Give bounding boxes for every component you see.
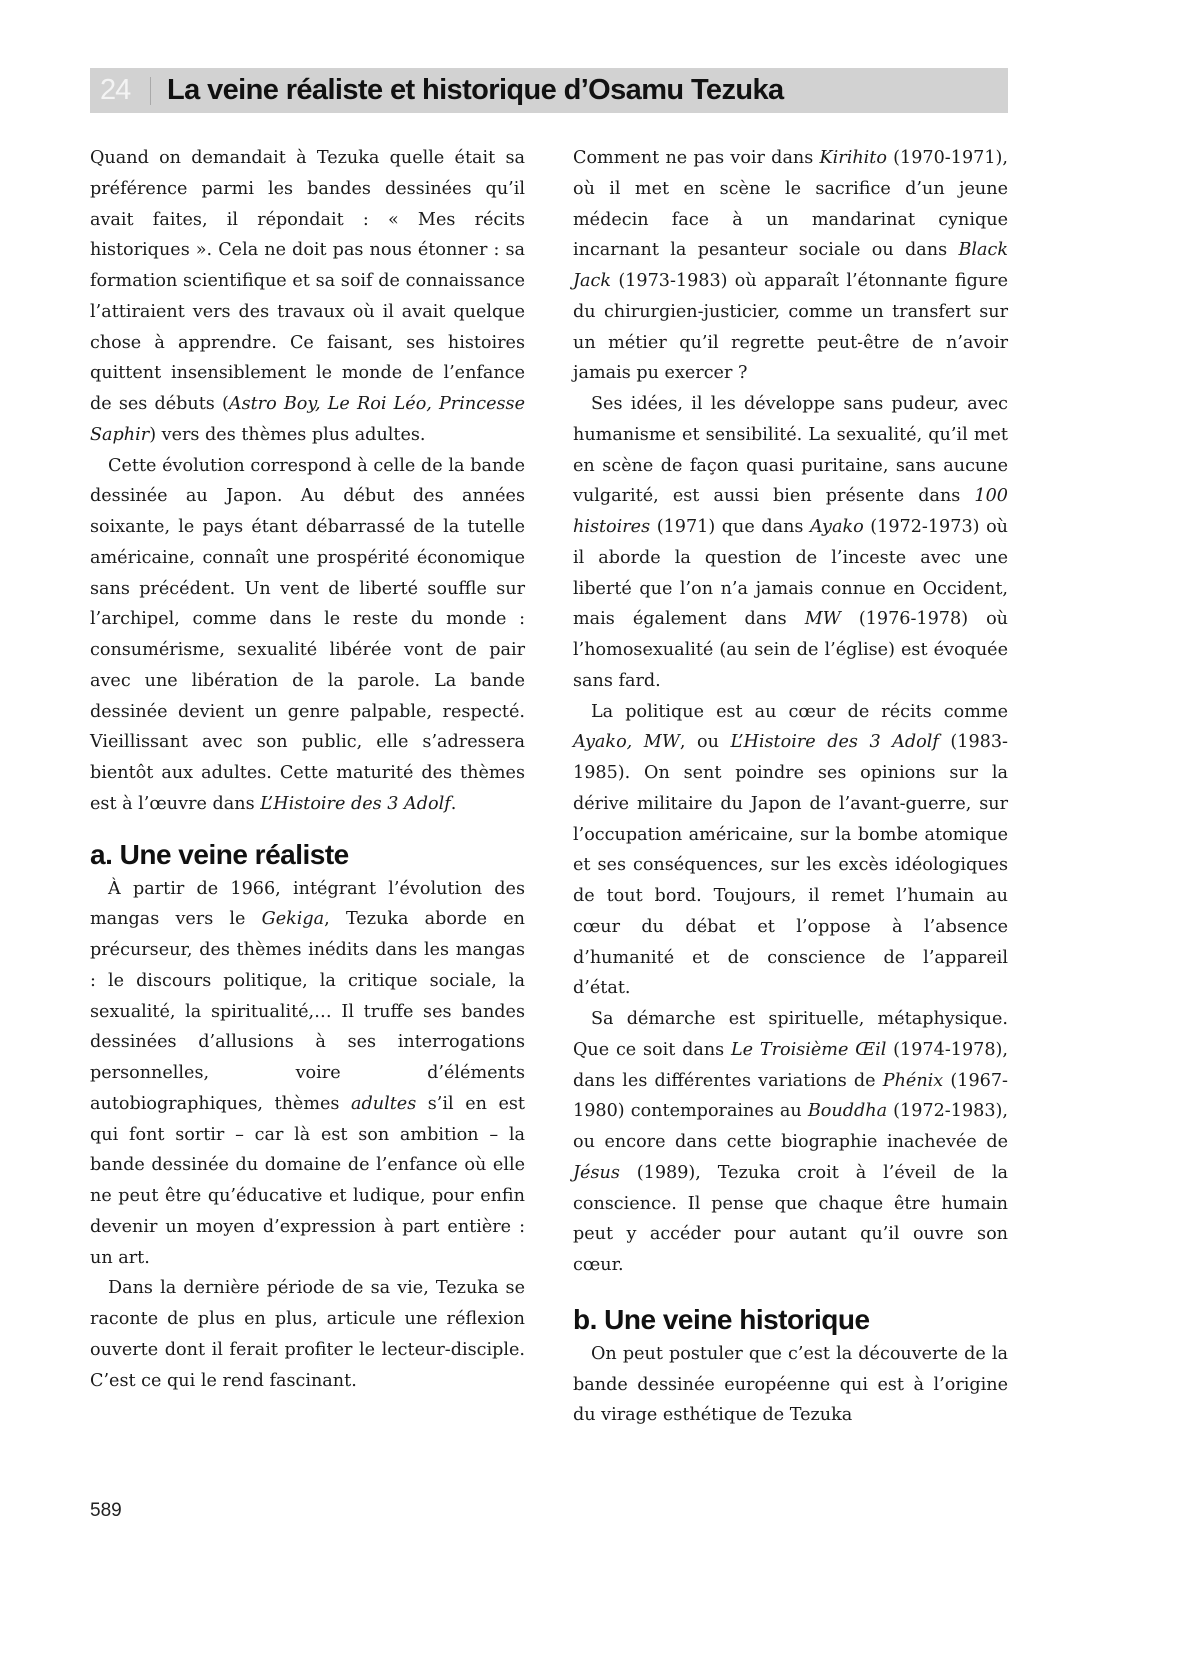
text-run: s’il en est qui font sortir – car là est son ambition – la bande dessinée du domaine de l’enfance où elle ne peut être qu’éducative et ludique, pour enfin devenir un moyen d’expression à part entière : un art. [90,1093,525,1268]
italic-title: Gekiga [261,909,325,930]
text-run: (1970-1971), où il met en scène le sacrifice d’un jeune médecin face à un mandarinat cynique incarnant la pesanteur sociale ou dans [573,148,1008,261]
italic-title: Jésus [573,1162,620,1183]
italic-title: Kirihito [819,148,887,168]
text-run: Comment ne pas voir dans [573,148,820,168]
paragraph [573,389,1008,697]
text-run: (1972-1983), ou encore dans cette biographie inachevée de [573,1101,1008,1152]
chapter-title: La veine réaliste et historique d’Osamu Tezuka [167,74,784,106]
text-run: , Tezuka aborde en précurseur, des thèmes inédits dans les mangas : le discours politique, la critique sociale, la sexualité, la spiritualité,… Il truffe ses bandes dessinées d’allusions à ses interrogations personnelles, voire d’éléments autobiographiques, thèmes [90,909,525,1114]
paragraph [573,1004,1008,1281]
page-number: 589 [90,1500,122,1521]
paragraph [573,143,1008,389]
text-run: , ou [679,732,731,753]
italic-title: 100 histoires [573,486,1008,537]
left-column [90,143,525,1396]
text-run: Dans la dernière période de sa vie, Tezuka se raconte de plus en plus, articule une réflexion ouverte dont il ferait profiter le lecteur-disciple. C’est ce qui le rend fascinant. [90,1278,525,1391]
text-run: (1967-1980) contemporaines au [573,1070,1008,1122]
chapter-header-bar [90,68,1008,113]
chapter-separator [150,77,151,105]
italic-title: MW [804,609,841,630]
text-run: (1973-1983) où apparaît l’étonnante figure du chirurgien-justicier, comme un transfert sur un métier qu’il regrette peut-être de n’avoir jamais pu exercer ? [573,271,1008,384]
italic-title: Phénix [882,1070,944,1091]
chapter-number: 24 [100,74,131,106]
section-heading-b: b. Une veine historique [573,1303,870,1335]
text-run: Cette évolution correspond à celle de la bande dessinée au Japon. Au début des années soixante, le pays étant débarrassé de la tutelle américaine, connaît une prospérité économique sans précédent. Un vent de liberté souffle sur l’archipel, comme dans le reste du monde : consumérisme, sexualité libérée vont de pair avec une libération de la parole. La bande dessinée devient un genre palpable, respecté. Vieillissant avec son public, elle s’adressera bientôt aux adultes. Cette maturité des thèmes est à l’œuvre dans [90,455,525,814]
text-run: Ses idées, il les développe sans pudeur, avec humanisme et sensibilité. La sexualité, qu’il met en scène de façon quasi puritaine, sans aucune vulgarité, est aussi bien présente dans [573,394,1008,507]
italic-title: Astro Boy, Le Roi Léo, Princesse Saphir [90,394,525,445]
text-run: . [450,793,457,814]
italic-title: adultes [351,1093,417,1114]
text-run: (1971) que dans [650,517,811,537]
italic-title: L’Histoire des 3 Adolf [730,732,939,753]
text-run: ) vers des thèmes plus adultes. [149,424,426,445]
paragraph [573,1339,1008,1431]
text-run: On peut postuler que c’est la découverte de la bande dessinée européenne qui est à l’origine du virage esthétique de Tezuka [573,1343,1008,1426]
paragraph [90,874,525,1274]
paragraph [90,1273,525,1396]
paragraph [573,697,1008,1005]
text-run: (1974-1978), dans les différentes variations de [573,1039,1008,1091]
text-run: (1972-1973) où il aborde la question de l’inceste avec une liberté que l’on n’a jamais connue en Occident, mais également dans [573,517,1008,630]
text-run: (1983-1985). On sent poindre ses opinions sur la dérive militaire du Japon de l’avant-guerre, sur l’occupation américaine, sur la bombe atomique et ses conséquences, sur les excès idéologiques de tout bord. Toujours, il remet l’humain au cœur du débat et l’oppose à l’absence d’humanité et de conscience de l’appareil d’état. [573,732,1008,999]
right-column [573,143,1008,1431]
italic-title: Black Jack [573,240,1008,291]
italic-title: L’Histoire des 3 Adolf [260,793,451,814]
paragraph [90,451,525,820]
text-run: (1989), Tezuka croit à l’éveil de la conscience. Il pense que chaque être humain peut y accéder pour autant qu’il ouvre son cœur. [573,1162,1008,1275]
text-run: Sa démarche est spirituelle, métaphysique. Que ce soit dans [573,1009,1008,1060]
italic-title: Ayako, MW [573,732,680,753]
italic-title: Bouddha [807,1101,888,1122]
section-heading-a: a. Une veine réaliste [90,838,349,870]
text-run: Quand on demandait à Tezuka quelle était sa préférence parmi les bandes dessinées qu’il avait faites, il répondait : « Mes récits historiques ». Cela ne doit pas nous étonner : sa formation scientifique et sa soif de connaissance l’attiraient vers des travaux où il avait quelque chose à apprendre. Ce faisant, ses histoires quittent insensiblement le monde de l’enfance de ses débuts ( [90,148,525,414]
italic-title: Le Troisième Œil [730,1039,887,1060]
text-run: (1976-1978) où l’homosexualité (au sein de l’église) est évoquée sans fard. [573,609,1008,691]
paragraph [90,143,525,451]
text-run: La politique est au cœur de récits comme [591,701,1008,722]
text-run: À partir de 1966, intégrant l’évolution des mangas vers le [90,878,525,930]
italic-title: Ayako [810,517,864,537]
